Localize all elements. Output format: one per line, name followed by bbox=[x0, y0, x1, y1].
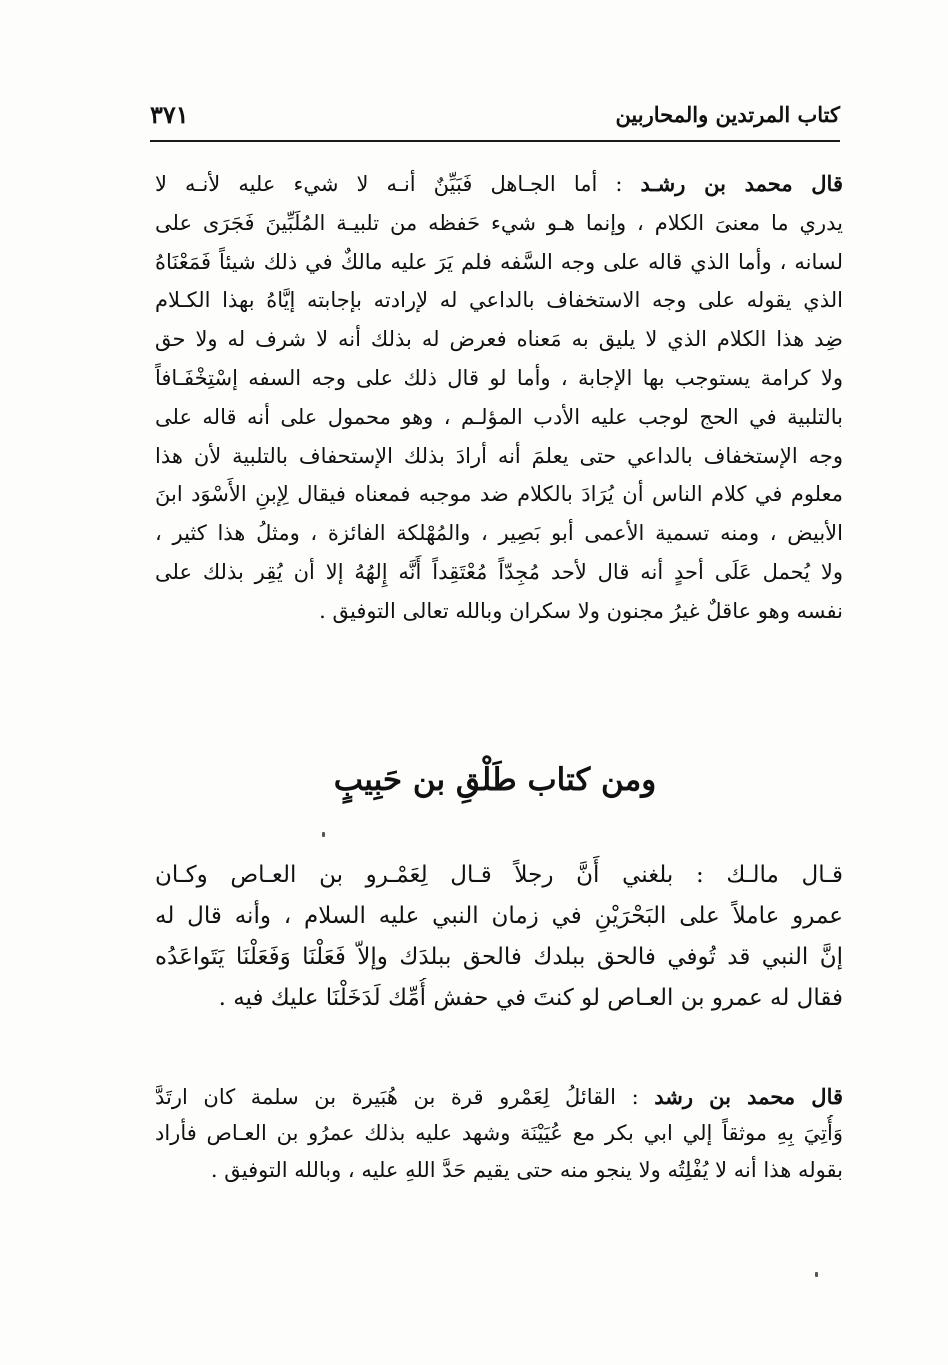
text-line: الأبيض ، ومنه تسمية الأعمى أبو بَصِير ، والمُهْلكة الفائزة ، ومثلُ هذا كثير ، bbox=[155, 521, 843, 546]
text-line: لسانه ، وأما الذي قاله على وجه السَّفه فلم يَرَ عليه مالكٌ في ذلك شيئاً فَمَعْنَاهُ bbox=[155, 249, 843, 274]
print-speck bbox=[322, 832, 325, 837]
passage-ibn-rushd-2 bbox=[155, 1078, 843, 1189]
text-line: قال محمد بن رشـد : أما الجـاهل فَبَيِّنٌ أنـه لا شيء عليه لأنـه لا bbox=[155, 171, 843, 196]
passage-malik bbox=[155, 855, 843, 1019]
section-heading: ومن كتاب طَلْقِ بن حَبِيبٍ bbox=[333, 762, 657, 798]
text-line: بالتلبية في الحج لوجب عليه الأدب المؤلـم ، وهو محمول على أنه قاله على bbox=[155, 404, 843, 429]
text-line: معلوم في كلام الناس أن يُرَادَ بالكلام ضد موجبه فمعناه فيقال لِإبنِ الأَسْوَد ابنَ bbox=[155, 482, 843, 507]
speaker-name: قال محمد بن رشد bbox=[654, 1084, 843, 1109]
text-line: بقوله هذا أنه لا يُفْلِتُه ولا ينجو منه حتى يقيم حَدَّ اللهِ عليه ، وبالله التوفيق . bbox=[210, 1158, 843, 1182]
text-line: يدري ما معنىَ الكلام ، وإنما هـو شيء حَفظه من تلبيـة المُلَبِّينَ فَجَرَى على bbox=[155, 210, 843, 235]
text-line: إنَّ النبي قد تُوفي فالحق ببلدك فالحق ببلدَك وإلاّ فَعَلْنَا وَفَعَلْنَا يَتَواعَدُه bbox=[155, 944, 843, 970]
text-line: عمرو عاملاً على البَحْرَيْنِ في زمان النبي عليه السلام ، وأنه قال له bbox=[155, 903, 843, 929]
text-line: نفسه وهو عاقلٌ غيرُ مجنون ولا سكران وبالله تعالى التوفيق . bbox=[319, 598, 843, 623]
print-speck bbox=[815, 1272, 818, 1277]
text-line: ولا يُحمل عَلَى أحدٍ أنه قال لأحد مُجِدّاً مُعْتَقِداً أَنَّه إِلهُهُ إلا أن يُقِر بذلك على bbox=[155, 559, 843, 584]
text-line: قـال مالـك : بلغني أَنَّ رجلاً قـال لِعَمْـرو بن العـاص وكـان bbox=[155, 862, 843, 888]
text-line: فقال له عمرو بن العـاص لو كنتَ في حفش أُمِّك لَدَخَلْنَا عليك فيه . bbox=[218, 985, 843, 1011]
running-header bbox=[150, 98, 840, 138]
text-line: قال محمد بن رشد : القائلُ لِعَمْرو قرة بن هُبَيرة بن سلمة كان ارتَدَّ bbox=[155, 1084, 843, 1109]
text-line: وجه الإستخفاف بالداعي حتى يعلمَ أنه أرادَ بذلك الإستحفاف بالتلبية لأن هذا bbox=[155, 443, 843, 468]
text-line: الذي يقوله على وجه الاستخفاف بالداعي له لإرادته بإجابته إيَّاهُ بهذا الكـلام bbox=[155, 288, 843, 313]
text-line: ضِد هذا الكلام الذي لا يليق به مَعناه فعرض له بذلك أنه لا شرف له ولا حق bbox=[155, 327, 843, 352]
page-number: ٣٧١ bbox=[150, 100, 189, 129]
text-line: ولا كرامة يستوجب بها الإجابة ، وأما لو قال ذلك على وجه السفه إسْتِخْفَـافاً bbox=[155, 365, 843, 390]
speaker-name: قال محمد بن رشـد bbox=[640, 171, 843, 196]
text-line: وَأُتِيَ بِهِ موثقاً إلي ابي بكر مع عُيَيْنَة وشهد عليه بذلك عمرُو بن العـاص فأراد bbox=[155, 1121, 843, 1145]
header-rule bbox=[150, 140, 840, 142]
header-title: كتاب المرتدين والمحاربين bbox=[615, 102, 840, 127]
passage-ibn-rushd-1 bbox=[155, 165, 843, 631]
